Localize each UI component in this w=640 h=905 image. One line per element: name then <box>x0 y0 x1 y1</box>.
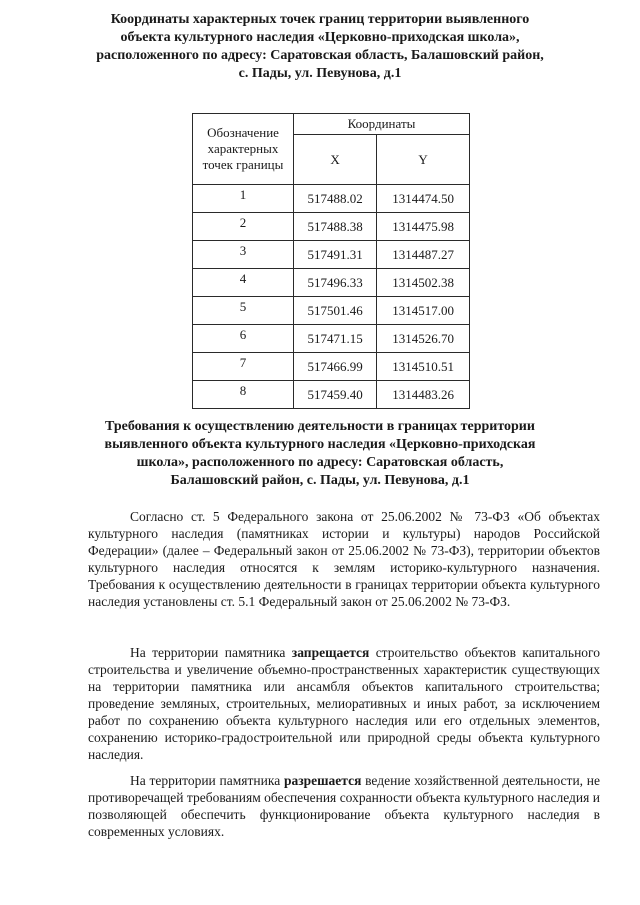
y-value: 1314474.50 <box>377 185 470 213</box>
heading-line: Координаты характерных точек границ территории выявленного <box>110 12 530 27</box>
point-number: 4 <box>193 269 294 297</box>
heading-line: школа», расположенного по адресу: Саратовская область, <box>136 455 504 470</box>
x-value: 517491.31 <box>294 241 377 269</box>
requirements-heading <box>80 418 560 490</box>
paragraph-lead: На территории памятника <box>130 645 286 660</box>
x-value: 517496.33 <box>294 269 377 297</box>
y-value: 1314487.27 <box>377 241 470 269</box>
heading-line: с. Пады, ул. Певунова, д.1 <box>238 66 402 81</box>
y-value: 1314475.98 <box>377 213 470 241</box>
permitted-paragraph <box>88 772 600 840</box>
coordinates-group-header: Координаты <box>294 114 470 135</box>
y-value: 1314510.51 <box>377 353 470 381</box>
heading-line: выявленного объекта культурного наследия «Церковно-приходская <box>104 437 536 452</box>
table-row <box>193 381 470 409</box>
point-number: 5 <box>193 297 294 325</box>
prohibited-paragraph <box>88 644 600 763</box>
permitted-keyword: разрешается <box>283 773 362 788</box>
heading-line: объекта культурного наследия «Церковно-приходская школа», <box>120 30 520 45</box>
point-number: 7 <box>193 353 294 381</box>
table-row <box>193 241 470 269</box>
x-value: 517459.40 <box>294 381 377 409</box>
prohibited-keyword: запрещается <box>291 645 370 660</box>
heading-line: Балашовский район, с. Пады, ул. Певунова, д.1 <box>170 473 470 488</box>
x-value: 517501.46 <box>294 297 377 325</box>
table-row <box>193 213 470 241</box>
heading-line: Требования к осуществлению деятельности в границах территории <box>105 419 535 434</box>
y-value: 1314517.00 <box>377 297 470 325</box>
paragraph-text: Согласно ст. 5 Федерального закона от 25.06.2002 № 73-ФЗ «Об объектах культурного наследия (памятниках истории и культуры) народов Российской Федерации» (далее – Федеральный закон от 25.06.2002 № 73-ФЗ), территории объектов культурного наследия относятся к землям историко-культурного назначения. Требования к осуществлению деятельности в границах территории объекта культурного наследия установлены ст. 5.1 Федеральный закон от 25.06.2002 № 73-ФЗ. <box>88 509 600 609</box>
table-row <box>193 353 470 381</box>
point-number: 8 <box>193 381 294 409</box>
paragraph-text: строительство объектов капитального строительства и увеличение объемно-пространственных характеристик существующих на территории памятника или ансамбля объектов капитального строительства; проведение земляных, строительных, мелиоративных и иных работ, за исключением работ по сохранению объекта культурного наследия или его отдельных элементов, сохранению историко-градостроительной или природной среды объекта культурного наследия. <box>88 645 601 762</box>
point-number: 6 <box>193 325 294 353</box>
x-header: X <box>294 135 377 185</box>
y-value: 1314502.38 <box>377 269 470 297</box>
y-value: 1314483.26 <box>377 381 470 409</box>
table-row <box>193 325 470 353</box>
point-number: 1 <box>193 185 294 213</box>
point-number: 3 <box>193 241 294 269</box>
point-label-header: Обозначение характерных точек границы <box>193 114 294 185</box>
x-value: 517488.38 <box>294 213 377 241</box>
paragraph-lead: На территории памятника <box>130 773 281 788</box>
law-reference-paragraph <box>88 508 600 610</box>
y-header: Y <box>377 135 470 185</box>
table-row <box>193 185 470 213</box>
table-row <box>193 269 470 297</box>
y-value: 1314526.70 <box>377 325 470 353</box>
coordinates-heading <box>80 11 560 83</box>
x-value: 517466.99 <box>294 353 377 381</box>
coordinates-table <box>192 113 470 409</box>
paragraph-text: ведение хозяйственной деятельности, не противоречащей требованиям обеспечения сохранности объекта культурного наследия и позволяющей обеспечить функционирование объекта культурного наследия в современных условиях. <box>88 773 601 839</box>
heading-line: расположенного по адресу: Саратовская область, Балашовский район, <box>96 48 544 63</box>
x-value: 517471.15 <box>294 325 377 353</box>
x-value: 517488.02 <box>294 185 377 213</box>
point-number: 2 <box>193 213 294 241</box>
table-row <box>193 297 470 325</box>
